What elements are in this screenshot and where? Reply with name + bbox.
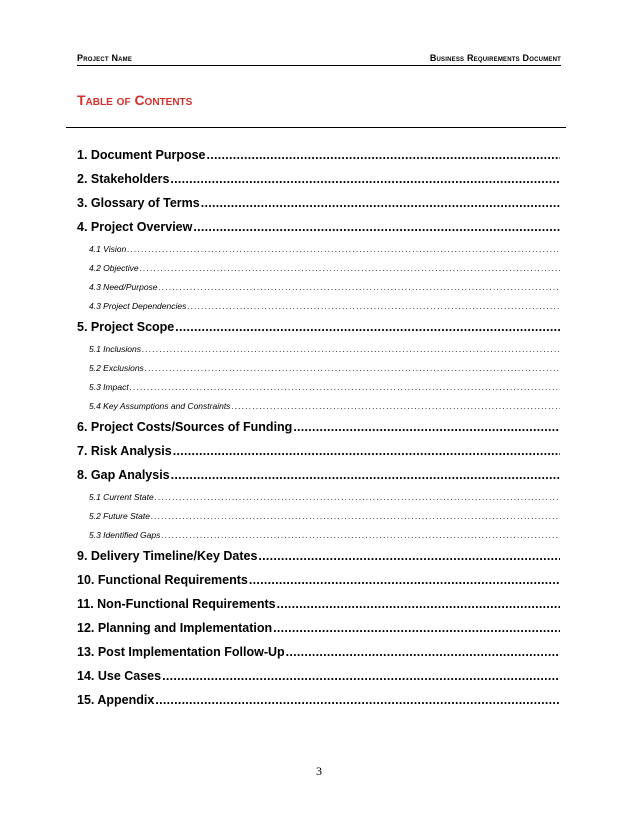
toc-entry-label: 13. Post Implementation Follow-Up — [77, 645, 285, 659]
toc-entry[interactable] — [77, 320, 560, 336]
toc-entry[interactable] — [77, 549, 560, 565]
toc-entry-label: 15. Appendix — [77, 693, 155, 707]
dot-leader — [162, 669, 560, 683]
dot-leader — [145, 363, 560, 373]
toc-entry-label: 5.3 Identified Gaps — [89, 530, 161, 540]
toc-entry[interactable] — [77, 669, 560, 685]
toc-entry-label: 10. Functional Requirements — [77, 573, 248, 587]
dot-leader — [286, 645, 560, 659]
toc-subentry[interactable] — [77, 363, 560, 374]
dot-leader — [258, 549, 560, 563]
toc-entry-label: 4. Project Overview — [77, 220, 193, 234]
header-project-name: Project Name — [77, 53, 133, 63]
dot-leader — [130, 382, 560, 392]
toc-subentry[interactable] — [77, 263, 560, 274]
toc-entry-label: 11. Non-Functional Requirements — [77, 597, 276, 611]
dot-leader — [155, 693, 560, 707]
toc-entry-label: 5. Project Scope — [77, 320, 175, 334]
toc-entry-label: 4.1 Vision — [89, 244, 127, 254]
dot-leader — [155, 492, 560, 502]
toc-entry-label: 6. Project Costs/Sources of Funding — [77, 420, 293, 434]
toc-entry-label: 2. Stakeholders — [77, 172, 170, 186]
toc-entry-label: 5.1 Inclusions — [89, 344, 141, 354]
toc-entry[interactable] — [77, 220, 560, 236]
toc-entry[interactable] — [77, 420, 560, 436]
dot-leader — [151, 511, 560, 521]
dot-leader — [140, 263, 560, 273]
toc-subentry[interactable] — [77, 401, 560, 412]
toc-entry-label: 5.4 Key Assumptions and Constraints — [89, 401, 231, 411]
toc-entry[interactable] — [77, 172, 560, 188]
header-document-type: Business Requirements Document — [429, 53, 561, 63]
toc-entry-label: 8. Gap Analysis — [77, 468, 170, 482]
dot-leader — [142, 344, 560, 354]
dot-leader — [249, 573, 560, 587]
dot-leader — [293, 420, 560, 434]
toc-entry-label: 14. Use Cases — [77, 669, 162, 683]
title-divider — [66, 127, 566, 128]
dot-leader — [127, 244, 560, 254]
toc-entry-label: 1. Document Purpose — [77, 148, 206, 162]
toc-entry-label: 7. Risk Analysis — [77, 444, 172, 458]
toc-entry[interactable] — [77, 148, 560, 164]
dot-leader — [231, 401, 560, 411]
dot-leader — [187, 301, 560, 311]
dot-leader — [173, 444, 560, 458]
dot-leader — [277, 597, 560, 611]
toc-entry[interactable] — [77, 444, 560, 460]
toc-entry[interactable] — [77, 597, 560, 613]
toc-entry-label: 4.3 Need/Purpose — [89, 282, 158, 292]
dot-leader — [159, 282, 560, 292]
dot-leader — [175, 320, 560, 334]
toc-subentry[interactable] — [77, 244, 560, 255]
toc-entry[interactable] — [77, 468, 560, 484]
dot-leader — [170, 172, 560, 186]
dot-leader — [193, 220, 560, 234]
toc-entry-label: 5.3 Impact — [89, 382, 129, 392]
toc-entry[interactable] — [77, 196, 560, 212]
toc-subentry[interactable] — [77, 301, 560, 312]
toc-subentry[interactable] — [77, 282, 560, 293]
toc-entry-label: 12. Planning and Implementation — [77, 621, 273, 635]
dot-leader — [273, 621, 560, 635]
dot-leader — [161, 530, 560, 540]
toc-entry-label: 3. Glossary of Terms — [77, 196, 200, 210]
dot-leader — [171, 468, 560, 482]
toc-entry[interactable] — [77, 621, 560, 637]
toc-subentry[interactable] — [77, 344, 560, 355]
page-number: 3 — [316, 764, 322, 778]
toc-entry-label: 5.2 Exclusions — [89, 363, 144, 373]
toc-subentry[interactable] — [77, 530, 560, 541]
toc-entry-label: 5.2 Future State — [89, 511, 150, 521]
toc-entry-label: 4.2 Objective — [89, 263, 139, 273]
toc-subentry[interactable] — [77, 492, 560, 503]
toc-subentry[interactable] — [77, 511, 560, 522]
toc-entry-label: 5.1 Current State — [89, 492, 154, 502]
toc-subentry[interactable] — [77, 382, 560, 393]
toc-entry[interactable] — [77, 573, 560, 589]
toc-title: Table of Contents — [77, 92, 193, 108]
toc-entry[interactable] — [77, 693, 560, 709]
dot-leader — [207, 148, 561, 162]
toc-entry[interactable] — [77, 645, 560, 661]
page-header — [77, 47, 561, 66]
toc-entry-label: 9. Delivery Timeline/Key Dates — [77, 549, 258, 563]
dot-leader — [201, 196, 560, 210]
table-of-contents — [77, 140, 560, 709]
toc-entry-label: 4.3 Project Dependencies — [89, 301, 187, 311]
